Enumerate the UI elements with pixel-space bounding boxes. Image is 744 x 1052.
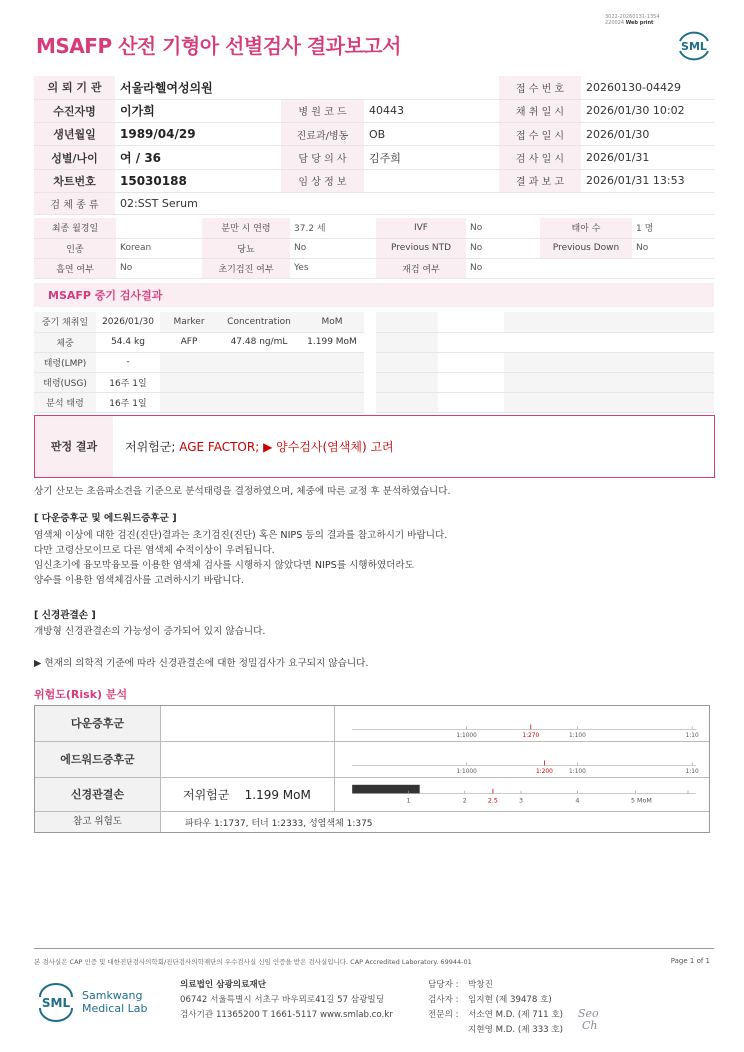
report-value: 2026/01/31 13:53 [581,169,714,192]
receipt-date-value: 2026/01/30 [581,123,714,146]
brand-line-1: Samkwang [82,989,143,1002]
test-date-value: 2026/01/31 [581,146,714,169]
ntd-history-value: No [466,238,540,258]
note-line-1: 염색체 이상에 대한 검진(진단)결과는 초기검진(진단) 혹은 NIPS 등의 결과를 참고하시기 바랍니다. [34,530,448,541]
chart-label: 차트번호 [34,169,115,192]
risk-title: 위험도(Risk) 분석 [34,688,128,701]
ga-lmp-label: 태령(LMP) [34,352,96,372]
risk-edwards-scale [335,742,711,777]
report-label: 결 과 보 고 [499,169,581,192]
document-id-number: 220024 [605,20,625,26]
dept-label: 진료과/병동 [281,123,364,146]
note-line-5: 개방형 신경관결손의 가능성이 증가되어 있지 않습니다. [34,626,266,637]
measurement-table-empty [376,312,714,413]
ga-analysis-label: 분석 태령 [34,392,96,412]
dm-value: No [290,238,376,258]
ivf-label: IVF [376,218,466,238]
report-title: MSAFP 산전 기형아 선별검사 결과보고서 [36,34,401,58]
patient-label: 수진자명 [34,99,115,122]
down-history-label: Previous Down [540,238,632,258]
ntd-tick-5: 4 [575,797,580,805]
judgment-box [34,415,715,478]
requester-value: 서울라헬여성의원 [115,76,499,99]
footer-staff-values [468,978,563,1038]
section-title: MSAFP 중기 검사결과 [34,283,714,307]
risk-table [34,705,710,833]
doctor-value: 김주희 [364,146,499,169]
down-history-value: No [632,238,714,258]
ga-usg-value: 16주 1일 [96,372,160,392]
risk-down-scale [335,706,711,741]
sexage-label: 성별/나이 [34,146,115,169]
sml-logo-text: SML [681,40,707,53]
signature-1: Seo [578,1007,599,1020]
patient-value: 이가희 [115,99,281,122]
signature [578,1008,599,1032]
risk-down-label: 다운증후군 [35,706,161,741]
brand-name [82,989,148,1015]
early-screen-value: Yes [290,258,376,278]
concentration-header: Concentration [218,312,300,332]
staff-value-1: 박창진 [468,980,493,990]
brand-line-2: Medical Lab [82,1002,148,1015]
maternal-info-table [34,218,714,279]
footer-divider [34,948,714,949]
judgment-alert: AGE FACTOR; ▶ 양수검사(염색체) 고려 [179,440,394,454]
measurement-table [34,312,364,413]
dob-label: 생년월일 [34,123,115,146]
note-line-3: 임신초기에 융모막융모를 이용한 염색체 검사를 시행하지 않았다면 NIPS를 시행하였더라도 [34,560,414,571]
judgment-label: 판정 결과 [35,416,113,477]
ntd-tick-6: 5 MoM [631,797,652,805]
edwards-tick-2: 1:200 [535,769,553,776]
concentration-value: 47.48 ng/mL [218,332,300,352]
edwards-tick-1: 1:1000 [456,769,477,776]
risk-row-ntd [35,778,709,812]
ga-usg-label: 태령(USG) [34,372,96,392]
staff-label-1: 담당자 : [428,980,459,990]
risk-ntd-result-text: 저위험군 [183,788,230,802]
down-edwards-heading-text: [ 다운증후군 및 에드워드증후군 ] [34,513,177,524]
collect-value: 2026/01/30 [96,312,160,332]
ivf-value: No [466,218,540,238]
specimen-label: 검 체 종 류 [34,192,115,214]
footer-address: 06742 서울특별시 서초구 바우뫼로41길 57 삼광빌딩 [180,995,384,1005]
sexage-value: 여 / 36 [115,146,281,169]
ntd-tick-3: 2.5 [487,797,498,805]
staff-label-2: 검사자 : [428,995,459,1005]
judgment-value [125,438,394,455]
fetus-label: 태아 수 [540,218,632,238]
receipt-date-label: 접 수 일 시 [499,123,581,146]
retest-value: No [466,258,540,278]
risk-ref-value: 파타우 1:1737, 터너 1:2333, 성염색체 1:375 [185,819,373,829]
web-print-tag: Web print [625,20,654,26]
ga-lmp-value: - [96,352,160,372]
receipt-no-value: 20260130-04429 [581,76,714,99]
staff-value-2: 임지현 (제 39478 호) [468,995,552,1005]
dob-value: 1989/04/29 [115,123,281,146]
hospital-code-value: 40443 [364,99,499,122]
staff-value-3: 서소연 M.D. (제 711 호) [468,1010,564,1020]
doctor-label: 담 당 의 사 [281,146,364,169]
ntd-heading-text: [ 신경관결손 ] [34,610,96,621]
down-tick-2: 1:270 [522,733,540,740]
clinical-value [364,169,499,192]
footer-contact: 검사기관 11365200 T 1661-5117 www.smlab.co.kr [180,1010,393,1020]
race-value: Korean [116,238,202,258]
footer-org-block [180,978,393,1023]
risk-row-edwards [35,742,709,778]
age-label: 분만 시 연령 [202,218,290,238]
fetus-value: 1 명 [632,218,714,238]
requester-label: 의 뢰 기 관 [34,76,115,99]
collect-date-label: 채 취 일 시 [499,99,581,122]
note-paragraph-1: 상기 산모는 초음파소견을 기준으로 분석태령을 결정하였으며, 체중에 따른 교정 후 분석하였습니다. [34,486,451,497]
weight-value: 54.4 kg [96,332,160,352]
note-line-6: ▶ 현재의 의학적 기준에 따라 신경관결손에 대한 정밀검사가 요구되지 않습니다. [34,658,369,669]
age-value: 37.2 세 [290,218,376,238]
risk-edwards-label: 에드워드증후군 [35,742,161,777]
mom-header: MoM [300,312,364,332]
weight-label: 체중 [34,332,96,352]
receipt-no-label: 접 수 번 호 [499,76,581,99]
dm-label: 당뇨 [202,238,290,258]
dept-value: OB [364,123,499,146]
ntd-history-label: Previous NTD [376,238,466,258]
document-id [605,14,660,26]
marker-value: AFP [160,332,218,352]
footer-accreditation: 본 검사실은 CAP 인증 및 대한진단검사의학회/진단검사의학재단의 우수검사실 신임 인증을 받은 검사실입니다. CAP Accredited Laboratory. 69944-01 [34,958,472,966]
test-date-label: 검 사 일 시 [499,146,581,169]
note-line-4: 양수를 이용한 염색체검사를 고려하시기 바랍니다. [34,575,244,586]
ntd-tick-2: 2 [462,797,467,805]
staff-label-3: 전문의 : [428,1010,459,1020]
risk-down-result [161,706,335,741]
risk-row-down [35,706,709,742]
ntd-tick-4: 3 [519,797,524,805]
page-number: Page 1 of 1 [670,957,710,965]
ga-analysis-value: 16주 1일 [96,392,160,412]
ntd-tick-1: 1 [406,797,411,805]
clinical-label: 임 상 정 보 [281,169,364,192]
chart-value: 15030188 [115,169,281,192]
retest-label: 재검 여부 [376,258,466,278]
collect-label: 중기 채취일 [34,312,96,332]
edwards-tick-3: 1:100 [569,769,586,776]
ntd-mom-bar [352,785,419,794]
race-label: 인종 [34,238,116,258]
mom-value: 1.199 MoM [300,332,364,352]
ntd-heading [34,608,96,623]
note-line-2: 다만 고령산모이므로 다른 염색체 수적이상이 우려됩니다. [34,545,275,556]
down-tick-3: 1:100 [569,733,586,740]
staff-value-4: 지현영 M.D. (제 333 호) [468,1025,564,1035]
smoke-value: No [116,258,202,278]
samkwang-logo-text: SML [41,996,71,1010]
risk-ntd-label: 신경관결손 [35,778,161,811]
judgment-prefix: 저위험군; [125,440,180,454]
edwards-tick-4: 1:10 [685,769,699,776]
marker-header: Marker [160,312,218,332]
risk-edwards-result [161,742,335,777]
risk-ntd-scale [335,778,711,811]
sml-logo-icon [676,27,712,63]
signature-2: Ch [582,1019,598,1032]
down-tick-4: 1:10 [685,733,699,740]
risk-row-reference [35,812,709,832]
lmp-label: 최종 월경일 [34,218,116,238]
hospital-code-label: 병 원 코 드 [281,99,364,122]
collect-date-value: 2026/01/30 10:02 [581,99,714,122]
smoke-label: 흡연 여부 [34,258,116,278]
lmp-value [116,218,202,238]
footer-staff-labels [428,978,459,1023]
document-id-line1: 3022-20260131-1354 [605,14,660,20]
early-screen-label: 초기검진 여부 [202,258,290,278]
risk-ntd-result [161,778,335,811]
risk-ref-label: 참고 위험도 [35,812,161,832]
patient-info-table [34,76,714,215]
footer-org: 의료법인 삼광의료재단 [180,980,267,990]
down-edwards-heading [34,511,177,526]
risk-ntd-mom: 1.199 MoM [244,788,311,802]
samkwang-logo-icon [36,982,76,1022]
specimen-value: 02:SST Serum [115,192,714,214]
down-tick-1: 1:1000 [456,733,477,740]
